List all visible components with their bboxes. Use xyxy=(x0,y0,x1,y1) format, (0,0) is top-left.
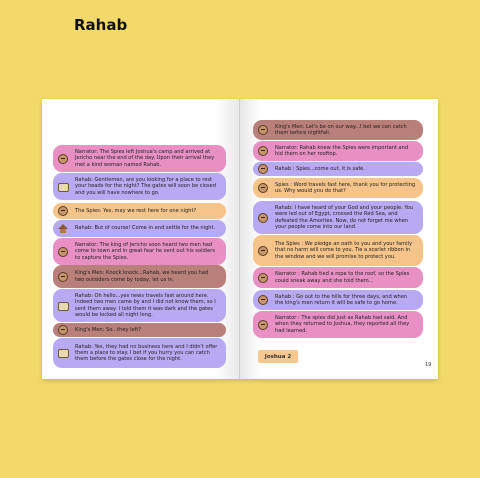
dialogue-text: King's Men: Knock knock...Rahab, we heard you had two outsiders come by today, let us in. xyxy=(75,270,209,283)
left-dialogue-bubble xyxy=(53,220,226,237)
character-icon xyxy=(258,295,268,305)
page-title: Rahab xyxy=(74,16,128,34)
dialogue-text: Rahab: Oh hello...yes news travels fast around here. Indeed two men came by and I did not know them, so I sent them away. I told them it was dark and the gates would be locked all night long. xyxy=(75,293,216,318)
dialogue-text: The Spies: Yes, may we rest here for one night? xyxy=(75,207,197,214)
left-dialogue-bubble xyxy=(53,145,226,172)
dialogue-text: Spies : Word travels fast here, thank you for protecting us. Why would you do that? xyxy=(275,181,416,194)
character-icon xyxy=(58,272,68,282)
dialogue-text: Narrator: The king of Jericho soon heard two men had come to town and in great fear he sent out his soldiers to capture the Spies. xyxy=(75,242,216,261)
right-dialogue-bubble xyxy=(253,290,423,310)
right-dialogue-bubble xyxy=(253,267,423,288)
left-dialogue-bubble xyxy=(53,173,226,200)
left-dialogue-bubble xyxy=(53,238,226,265)
character-icon xyxy=(258,246,268,256)
character-icon xyxy=(258,213,268,223)
character-icon xyxy=(258,125,268,135)
character-icon xyxy=(258,164,268,174)
left-dialogue-bubble xyxy=(53,265,226,288)
left-dialogue-bubble xyxy=(53,338,226,368)
dialogue-text: Rahab : Go out to the hills for three days, and when the king's men return it will be safe to go home. xyxy=(275,293,408,306)
character-icon xyxy=(258,273,268,283)
dialogue-text: Rahab: But of course! Come in and settle for the night. xyxy=(75,225,216,232)
dialogue-text: Rahab: I have heard of your God and your people. You were led out of Egypt, crossed the Red Sea, and defeated the Amorites. Now, do not forget me when your people come into our land. xyxy=(275,205,414,230)
character-icon xyxy=(58,325,68,335)
right-dialogue-bubble xyxy=(253,178,423,198)
dialogue-text: Narrator: Rahab knew the Spies were important and hid them on her rooftop. xyxy=(275,144,409,157)
right-dialogue-bubble xyxy=(253,162,423,176)
dialogue-text: Narrator: The Spies left Joshua's camp and arrived at Jericho near the end of the day. Upon their arrival they met a kind woman named Rahab. xyxy=(75,149,215,168)
dialogue-text: Rahab: Yes, they had no business here and I didn't offer them a place to stay. I bet if you hurry you can catch them before the gates close for the night. xyxy=(75,343,218,363)
character-icon xyxy=(258,146,268,156)
dialogue-text: King's Men: Let's be on our way...I bet we can catch them before nightfall. xyxy=(275,123,407,136)
character-icon xyxy=(58,206,68,216)
scroll-icon xyxy=(58,302,69,311)
scroll-icon xyxy=(58,183,69,192)
left-dialogue-bubble xyxy=(53,203,226,219)
dialogue-text: Narrator : The spies did just as Rahab had said. And when they returned to Joshua, they reported all they had learned. xyxy=(275,315,410,334)
character-icon xyxy=(258,320,268,330)
right-dialogue-bubble xyxy=(253,141,423,161)
character-icon xyxy=(258,183,268,193)
right-dialogue-bubble xyxy=(253,201,423,234)
right-dialogue-bubble xyxy=(253,311,423,338)
left-dialogue-bubble xyxy=(53,323,226,337)
dialogue-text: Rahab: Gentlemen, are you looking for a place to rest your heads for the night? The gates will soon be closed and you will have nowhere to go. xyxy=(75,177,217,196)
dialogue-text: Rahab : Spies...come out, it is safe. xyxy=(275,165,365,172)
character-icon xyxy=(58,154,68,164)
scripture-reference-tag: Joshua 2 xyxy=(258,350,298,363)
character-icon xyxy=(58,247,68,257)
right-dialogue-bubble xyxy=(253,235,423,266)
scroll-icon xyxy=(58,349,69,358)
page-number: 19 xyxy=(425,362,432,368)
house-icon xyxy=(58,224,68,229)
right-dialogue-bubble xyxy=(253,120,423,140)
dialogue-text: King's Men: So...they left? xyxy=(75,326,142,333)
left-dialogue-bubble xyxy=(53,289,226,322)
dialogue-text: The Spies : We pledge an oath to you and your family that no harm will come to you. Tie a scarlet ribbon in the window and we will promise to protect you. xyxy=(275,241,412,260)
dialogue-text: Narrator : Rahab tied a rope to the roof, so the Spies could sneak away and she told them... xyxy=(275,271,410,284)
